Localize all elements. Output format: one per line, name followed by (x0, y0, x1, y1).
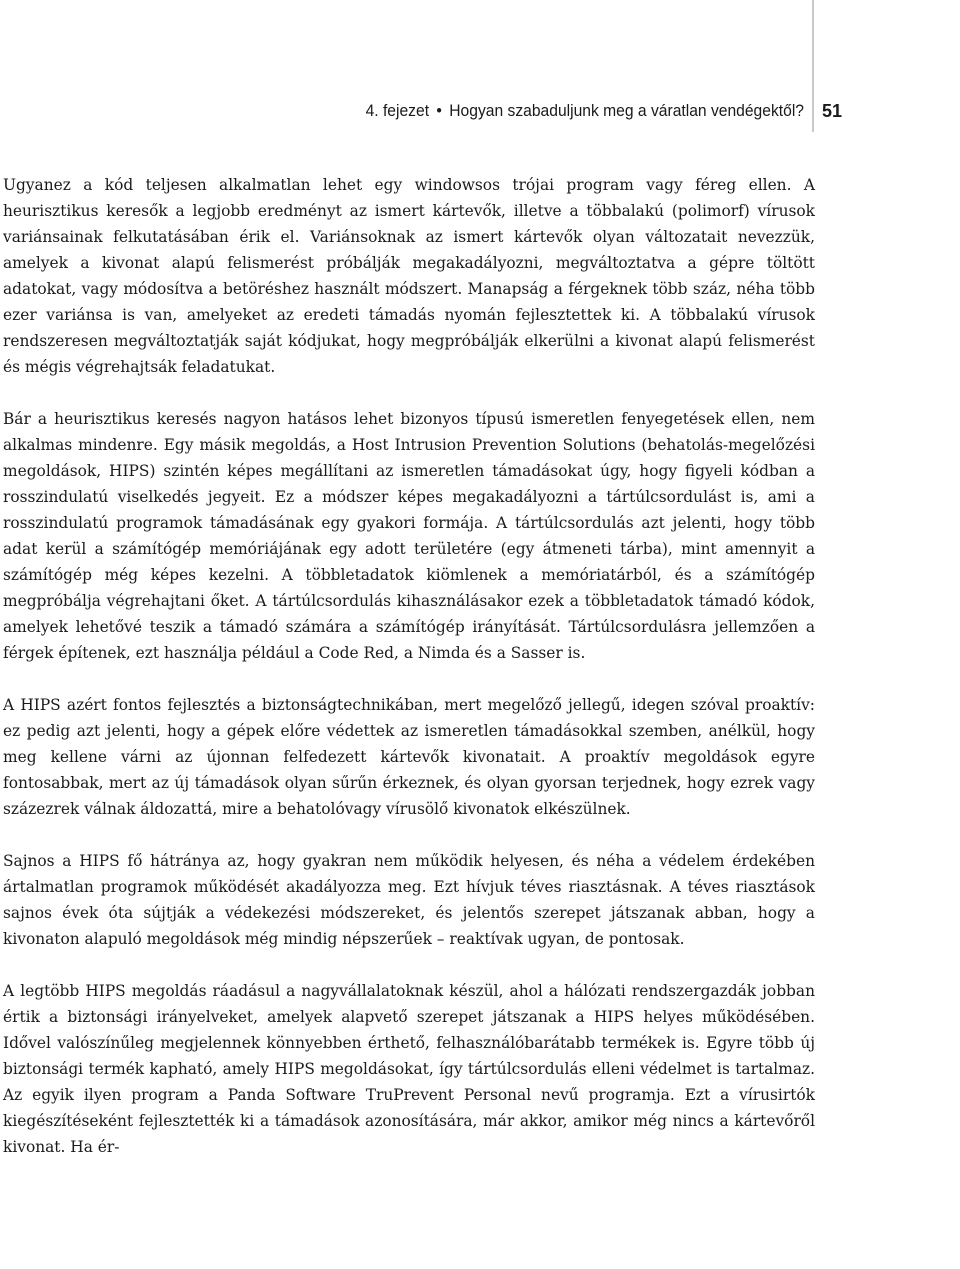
header-vertical-rule (812, 0, 814, 132)
page-number: 51 (822, 101, 843, 121)
chapter-title: Hogyan szabaduljunk meg a váratlan vendégektől? (449, 101, 804, 120)
paragraph-4: Sajnos a HIPS fő hátránya az, hogy gyakran nem működik helyesen, és néha a védelem érdekében ártalmatlan programok működését akadályozza meg. Ezt hívjuk téves riasztásnak. A téves riasztások sajnos évek óta sújtják a védekezési módszereket, és jelentős szerepet játszanak abban, hogy a kivonaton alapuló megoldások még mindig népszerűek – reaktívak ugyan, de pontosak. (3, 852, 815, 948)
paragraph-3: A HIPS azért fontos fejlesztés a biztonságtechnikában, mert megelőző jellegű, idegen szóval proaktív: ez pedig azt jelenti, hogy a gépek előre védettek az ismeretlen támadásokkal szemben, anélkül, hogy meg kellene várni az újonnan felfedezett kártevők kivonatait. A proaktív megoldások egyre fontosabbak, mert az új támadások olyan sűrűn érkeznek, és olyan gyorsan terjednek, hogy ezrek vagy százezrek válnak áldozattá, mire a behatolóvagy vírusölő kivonatok elkészülnek. (3, 696, 815, 818)
paragraph-2: Bár a heurisztikus keresés nagyon hatásos lehet bizonyos típusú ismeretlen fenyegetések ellen, nem alkalmas mindenre. Egy másik megoldás, a Host Intrusion Prevention Solutions (behatolás-megelőzési megoldások, HIPS) szintén képes megállítani az ismeretlen támadásokat úgy, hogy figyeli kódban a rosszindulatú viselkedés jegyeit. Ez a módszer képes megakadályozni a tártúlcsordulást is, ami a rosszindulatú programok támadásának egy gyakori formája. A tártúlcsordulás azt jelenti, hogy több adat kerül a számítógép memóriájának egy adott területére (egy átmeneti tárba), mint amennyit a számítógép még képes kezelni. A többletadatok kiömlenek a memóriatárból, és a számítógép megpróbálja végrehajtani őket. A tártúlcsordulás kihasználásakor ezek a többletadatok támadó kódok, amelyek lehetővé teszik a támadó számára a számítógép irányítását. Tártúlcsordulásra jellemzően a férgek építenek, ezt használja például a Code Red, a Nimda és a Sasser is. (3, 410, 815, 662)
paragraph-5: A legtöbb HIPS megoldás ráadásul a nagyvállalatoknak készül, ahol a hálózati rendszergazdák jobban értik a biztonsági irányelveket, amelyek alapvető szerepet játszanak a HIPS helyes működésében. Idővel valószínűleg megjelennek könnyebben érthető, felhasználóbarátabb termékek is. Egyre több új biztonsági termék kapható, amely HIPS megoldásokat, így tártúlcsordulás elleni védelmet is tartalmaz. Az egyik ilyen program a Panda Software TruPrevent Personal nevű programja. Ezt a vírusirtók kiegészítéseként fejlesztették ki a támadások azonosítására, már akkor, amikor még nincs a kártevőről kivonat. Ha ér- (3, 982, 815, 1156)
paragraph-1: Ugyanez a kód teljesen alkalmatlan lehet egy windowsos trójai program vagy féreg ellen. A heurisztikus keresők a legjobb eredményt az ismert kártevők, illetve a többalakú (polimorf) vírusok variánsainak felkutatásában érik el. Variánsoknak az ismert kártevők olyan változatait nevezzük, amelyek a kivonat alapú felismerést próbálják megakadályozni, megváltoztatva a gépre töltött adatokat, vagy módosítva a betöréshez használt módszert. Manapság a férgeknek több száz, néha több ezer variánsa is van, amelyeket az eredeti támadás nyomán fejlesztettek ki. A többalakú vírusok rendszeresen megváltoztatják saját kódjukat, hogy megpróbálják elkerülni a kivonat alapú felismerést és mégis végrehajtsák feladatukat. (3, 176, 815, 376)
chapter-label: 4. fejezet (365, 101, 430, 120)
body-text (3, 172, 815, 1160)
running-header (64, 99, 804, 123)
bullet-separator: • (436, 101, 442, 120)
